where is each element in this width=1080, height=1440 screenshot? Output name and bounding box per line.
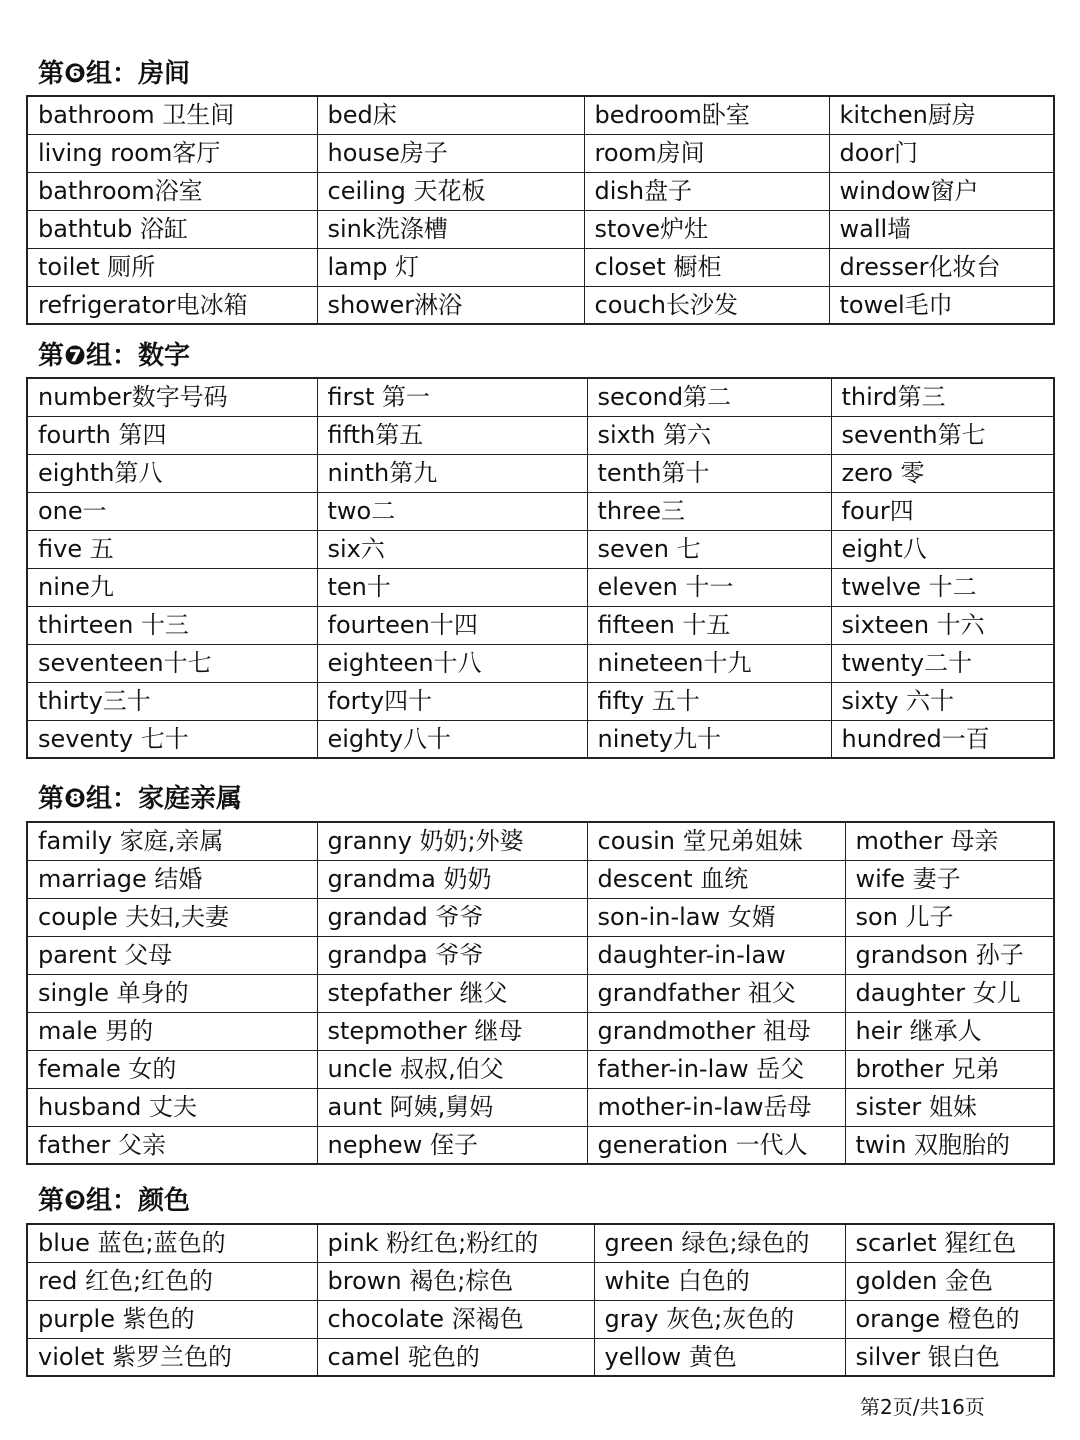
vocab-cell: lamp 灯 — [317, 248, 584, 286]
page-number: 第2页/共16页 — [860, 1395, 985, 1419]
vocab-table-numbers — [26, 377, 1055, 759]
vocab-cell: grandpa 爷爷 — [317, 936, 587, 974]
vocab-cell: sixteen 十六 — [831, 606, 1054, 644]
vocab-table-colors — [26, 1223, 1055, 1377]
vocab-cell: daughter-in-law — [587, 936, 845, 974]
vocab-cell: zero 零 — [831, 454, 1054, 492]
table-row — [27, 1262, 1054, 1300]
table-row — [27, 248, 1054, 286]
section-title-rooms: 第❻组：房间 — [38, 59, 191, 89]
vocab-cell: nine九 — [27, 568, 317, 606]
table-row — [27, 822, 1054, 860]
vocab-cell: stove炉灶 — [584, 210, 829, 248]
vocab-cell: green 绿色;绿色的 — [594, 1224, 845, 1262]
vocab-cell: father 父亲 — [27, 1126, 317, 1164]
vocab-cell: brown 褐色;棕色 — [317, 1262, 594, 1300]
vocab-cell: son-in-law 女婿 — [587, 898, 845, 936]
vocab-cell: nineteen十九 — [587, 644, 831, 682]
vocab-cell: shower淋浴 — [317, 286, 584, 324]
vocab-cell: generation 一代人 — [587, 1126, 845, 1164]
vocab-cell: male 男的 — [27, 1012, 317, 1050]
vocab-cell: descent 血统 — [587, 860, 845, 898]
vocab-cell: two二 — [317, 492, 587, 530]
vocab-cell: gray 灰色;灰色的 — [594, 1300, 845, 1338]
vocab-cell: parent 父母 — [27, 936, 317, 974]
vocab-cell: seventeen十七 — [27, 644, 317, 682]
vocab-cell: mother-in-law岳母 — [587, 1088, 845, 1126]
table-row — [27, 286, 1054, 324]
vocab-cell: granny 奶奶;外婆 — [317, 822, 587, 860]
vocab-cell: pink 粉红色;粉红的 — [317, 1224, 594, 1262]
vocab-cell: number数字号码 — [27, 378, 317, 416]
vocab-cell: daughter 女儿 — [845, 974, 1054, 1012]
vocab-cell: sister 姐妹 — [845, 1088, 1054, 1126]
table-row — [27, 720, 1054, 758]
vocab-cell: forty四十 — [317, 682, 587, 720]
vocab-cell: room房间 — [584, 134, 829, 172]
vocab-cell: refrigerator电冰箱 — [27, 286, 317, 324]
vocab-cell: fifteen 十五 — [587, 606, 831, 644]
vocab-cell: grandfather 祖父 — [587, 974, 845, 1012]
vocab-cell: son 儿子 — [845, 898, 1054, 936]
vocab-cell: ninety九十 — [587, 720, 831, 758]
vocab-cell: eighth第八 — [27, 454, 317, 492]
vocab-cell: marriage 结婚 — [27, 860, 317, 898]
vocab-cell: fourth 第四 — [27, 416, 317, 454]
vocab-cell: tenth第十 — [587, 454, 831, 492]
vocab-cell: cousin 堂兄弟姐妹 — [587, 822, 845, 860]
section-title-family: 第❽组：家庭亲属 — [38, 784, 243, 814]
vocab-cell: grandson 孙子 — [845, 936, 1054, 974]
vocab-cell: thirty三十 — [27, 682, 317, 720]
vocab-cell: bathroom浴室 — [27, 172, 317, 210]
vocab-cell: four四 — [831, 492, 1054, 530]
vocab-cell: female 女的 — [27, 1050, 317, 1088]
vocab-cell: bed床 — [317, 96, 584, 134]
vocab-cell: three三 — [587, 492, 831, 530]
table-row — [27, 936, 1054, 974]
vocab-cell: eighteen十八 — [317, 644, 587, 682]
vocab-cell: eleven 十一 — [587, 568, 831, 606]
vocab-cell: nephew 侄子 — [317, 1126, 587, 1164]
vocab-cell: window窗户 — [829, 172, 1054, 210]
vocab-cell: eighty八十 — [317, 720, 587, 758]
table-row — [27, 974, 1054, 1012]
vocab-cell: seventh第七 — [831, 416, 1054, 454]
section-title-colors: 第❾组：颜色 — [38, 1186, 191, 1216]
table-row — [27, 1050, 1054, 1088]
table-row — [27, 1012, 1054, 1050]
vocab-cell: fourteen十四 — [317, 606, 587, 644]
vocab-cell: ceiling 天花板 — [317, 172, 584, 210]
section-title-numbers: 第❼组：数字 — [38, 341, 191, 371]
vocab-cell: couple 夫妇,夫妻 — [27, 898, 317, 936]
vocab-cell: living room客厅 — [27, 134, 317, 172]
table-row — [27, 1300, 1054, 1338]
vocab-cell: mother 母亲 — [845, 822, 1054, 860]
table-row — [27, 454, 1054, 492]
vocab-cell: fifth第五 — [317, 416, 587, 454]
vocab-cell: stepfather 继父 — [317, 974, 587, 1012]
table-row — [27, 1224, 1054, 1262]
vocab-cell: ten十 — [317, 568, 587, 606]
table-row — [27, 568, 1054, 606]
vocab-cell: third第三 — [831, 378, 1054, 416]
vocab-cell: silver 银白色 — [845, 1338, 1054, 1376]
vocab-cell: couch长沙发 — [584, 286, 829, 324]
vocab-cell: seventy 七十 — [27, 720, 317, 758]
table-row — [27, 606, 1054, 644]
vocab-cell: chocolate 深褐色 — [317, 1300, 594, 1338]
vocab-cell: dresser化妆台 — [829, 248, 1054, 286]
vocab-cell: five 五 — [27, 530, 317, 568]
vocab-cell: brother 兄弟 — [845, 1050, 1054, 1088]
vocab-cell: husband 丈夫 — [27, 1088, 317, 1126]
vocab-cell: family 家庭,亲属 — [27, 822, 317, 860]
vocab-cell: heir 继承人 — [845, 1012, 1054, 1050]
vocab-cell: grandma 奶奶 — [317, 860, 587, 898]
vocab-cell: sixty 六十 — [831, 682, 1054, 720]
vocab-cell: door门 — [829, 134, 1054, 172]
table-row — [27, 898, 1054, 936]
table-row — [27, 1088, 1054, 1126]
vocab-cell: seven 七 — [587, 530, 831, 568]
vocab-cell: eight八 — [831, 530, 1054, 568]
vocab-cell: one一 — [27, 492, 317, 530]
table-row — [27, 378, 1054, 416]
vocab-cell: first 第一 — [317, 378, 587, 416]
vocab-cell: grandad 爷爷 — [317, 898, 587, 936]
vocab-cell: thirteen 十三 — [27, 606, 317, 644]
vocab-cell: red 红色;红色的 — [27, 1262, 317, 1300]
vocab-cell: violet 紫罗兰色的 — [27, 1338, 317, 1376]
vocab-cell: bedroom卧室 — [584, 96, 829, 134]
vocab-cell: sixth 第六 — [587, 416, 831, 454]
vocab-cell: single 单身的 — [27, 974, 317, 1012]
vocab-cell: blue 蓝色;蓝色的 — [27, 1224, 317, 1262]
table-row — [27, 172, 1054, 210]
vocab-table-rooms — [26, 95, 1055, 325]
vocab-cell: toilet 厕所 — [27, 248, 317, 286]
vocab-cell: bathroom 卫生间 — [27, 96, 317, 134]
table-row — [27, 530, 1054, 568]
vocab-cell: second第二 — [587, 378, 831, 416]
vocab-cell: scarlet 猩红色 — [845, 1224, 1054, 1262]
vocab-cell: camel 驼色的 — [317, 1338, 594, 1376]
vocab-cell: aunt 阿姨,舅妈 — [317, 1088, 587, 1126]
vocab-cell: six六 — [317, 530, 587, 568]
vocab-cell: wife 妻子 — [845, 860, 1054, 898]
vocab-cell: uncle 叔叔,伯父 — [317, 1050, 587, 1088]
vocab-cell: purple 紫色的 — [27, 1300, 317, 1338]
vocab-cell: golden 金色 — [845, 1262, 1054, 1300]
vocab-cell: sink洗涤槽 — [317, 210, 584, 248]
vocab-cell: dish盘子 — [584, 172, 829, 210]
vocab-cell: twenty二十 — [831, 644, 1054, 682]
vocab-cell: wall墙 — [829, 210, 1054, 248]
vocab-cell: hundred一百 — [831, 720, 1054, 758]
vocab-cell: white 白色的 — [594, 1262, 845, 1300]
vocab-cell: bathtub 浴缸 — [27, 210, 317, 248]
vocab-cell: twelve 十二 — [831, 568, 1054, 606]
vocab-table-family — [26, 821, 1055, 1165]
vocab-cell: grandmother 祖母 — [587, 1012, 845, 1050]
table-row — [27, 210, 1054, 248]
table-row — [27, 682, 1054, 720]
vocab-cell: house房子 — [317, 134, 584, 172]
table-row — [27, 860, 1054, 898]
vocab-cell: stepmother 继母 — [317, 1012, 587, 1050]
table-row — [27, 416, 1054, 454]
vocab-cell: twin 双胞胎的 — [845, 1126, 1054, 1164]
vocab-cell: yellow 黄色 — [594, 1338, 845, 1376]
vocab-cell: father-in-law 岳父 — [587, 1050, 845, 1088]
vocab-cell: closet 橱柜 — [584, 248, 829, 286]
table-row — [27, 1126, 1054, 1164]
table-row — [27, 134, 1054, 172]
table-row — [27, 96, 1054, 134]
table-row — [27, 1338, 1054, 1376]
table-row — [27, 644, 1054, 682]
vocab-cell: orange 橙色的 — [845, 1300, 1054, 1338]
vocab-cell: kitchen厨房 — [829, 96, 1054, 134]
vocab-cell: towel毛巾 — [829, 286, 1054, 324]
vocab-cell: fifty 五十 — [587, 682, 831, 720]
vocab-cell: ninth第九 — [317, 454, 587, 492]
table-row — [27, 492, 1054, 530]
